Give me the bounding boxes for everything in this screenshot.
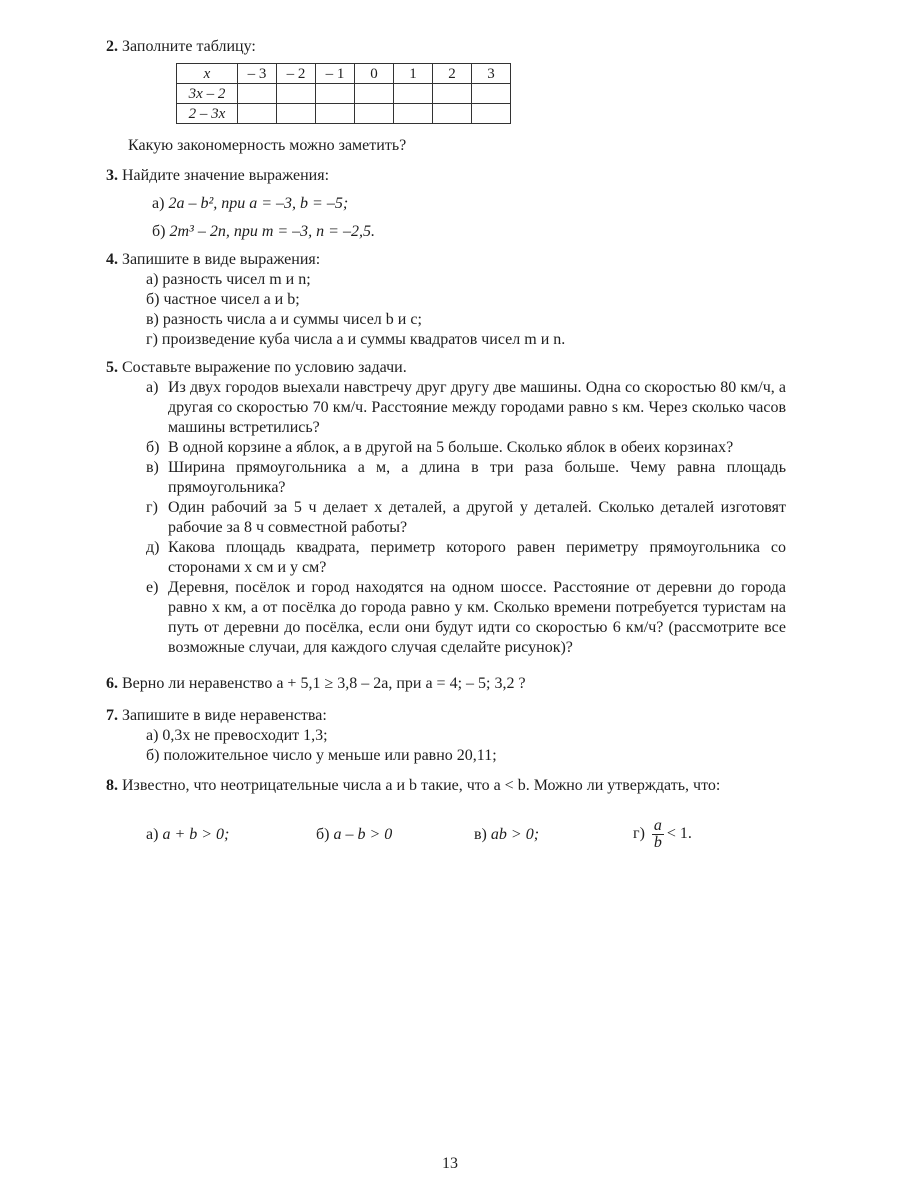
table-row-label: 3x – 2: [177, 84, 238, 104]
task-3-number: 3.: [106, 167, 118, 184]
table-cell: [238, 104, 277, 124]
task-5-title: Составьте выражение по условию задачи.: [122, 359, 407, 376]
list-item: в) Ширина прямоугольника a м, а длина в три раза больше. Чему равна площадь прямоугольника?: [146, 459, 786, 496]
list-item: г) произведение куба числа a и суммы квадратов чисел m и n.: [146, 331, 566, 348]
task-4: [106, 250, 786, 350]
task-6-text: Верно ли неравенство a + 5,1 ≥ 3,8 – 2a, при a = 4; – 5; 3,2 ?: [122, 675, 526, 692]
table-cell: [394, 84, 433, 104]
option-a: а) a + b > 0;: [146, 826, 230, 843]
list-item: а) 0,3x не превосходит 1,3;: [146, 727, 328, 744]
page-number: 13: [442, 1155, 458, 1172]
task-8-options: [146, 817, 766, 866]
task-4-title: Запишите в виде выражения:: [122, 251, 321, 268]
task-7-number: 7.: [106, 707, 118, 724]
task-4-number: 4.: [106, 251, 118, 268]
task-8-text: Известно, что неотрицательные числа a и b такие, что a < b. Можно ли утверждать, что:: [122, 777, 721, 794]
task-6: [106, 674, 786, 694]
task-3-item: а) 2a – b², при a = –3, b = –5;: [152, 195, 349, 212]
table-cell: [472, 84, 511, 104]
table-col-header: – 2: [277, 64, 316, 84]
option-c: в) ab > 0;: [474, 826, 540, 843]
list-item: б) В одной корзине a яблок, а в другой на 5 больше. Сколько яблок в обеих корзинах?: [146, 439, 734, 456]
task-3: [106, 166, 786, 242]
table-cell: [355, 84, 394, 104]
task-2-number: 2.: [106, 38, 118, 55]
table-cell: [277, 84, 316, 104]
table-row: [177, 84, 511, 104]
list-item: б) частное чисел a и b;: [146, 291, 300, 308]
option-b: б) a – b > 0: [316, 826, 393, 843]
table-col-header: 3: [472, 64, 511, 84]
list-item: б) положительное число y меньше или равно 20,11;: [146, 747, 497, 764]
table-cell: [238, 84, 277, 104]
list-item: в) разность числа a и суммы чисел b и c;: [146, 311, 422, 328]
table-col-header: – 1: [316, 64, 355, 84]
list-item: г) Один рабочий за 5 ч делает x деталей, а другой y деталей. Сколько деталей изготовят рабочие за 8 ч совместной работы?: [146, 499, 786, 536]
task-2-question: Какую закономерность можно заметить?: [128, 137, 407, 154]
task-8-number: 8.: [106, 777, 118, 794]
task-5-number: 5.: [106, 359, 118, 376]
values-table: [176, 63, 511, 124]
task-6-number: 6.: [106, 675, 118, 692]
task-2: [106, 37, 786, 57]
task-7-title: Запишите в виде неравенства:: [122, 707, 327, 724]
table-col-header: 0: [355, 64, 394, 84]
table-cell: [277, 104, 316, 124]
table-cell: [433, 84, 472, 104]
table-cell: [394, 104, 433, 124]
table-header-label: x: [177, 64, 238, 84]
option-d: г) $\frac{a}{b}$ < 1.: [633, 817, 692, 851]
table-cell: [433, 104, 472, 124]
task-3-item: б) 2m³ – 2n, при m = –3, n = –2,5.: [152, 223, 375, 240]
list-item: а) Из двух городов выехали навстречу друг другу две машины. Одна со скоростью 80 км/ч, а другая со скоростью 70 км/ч. Расстояние между городами равно s км. Через сколько часов машины встретились?: [146, 379, 786, 436]
task-5: [106, 358, 786, 658]
list-item: а) разность чисел m и n;: [146, 271, 311, 288]
fraction: $\frac{a}{b}$: [653, 817, 662, 851]
list-item: д) Какова площадь квадрата, периметр которого равен периметру прямоугольника со сторонами x см и y см?: [146, 539, 786, 576]
task-2-title: Заполните таблицу:: [122, 38, 256, 55]
table-row-label: 2 – 3x: [177, 104, 238, 124]
table-cell: [472, 104, 511, 124]
task-3-title: Найдите значение выражения:: [122, 167, 330, 184]
task-7: [106, 706, 786, 766]
task-8: [106, 776, 786, 796]
list-item: е) Деревня, посёлок и город находятся на одном шоссе. Расстояние от деревни до города равно x км, а от посёлка до города равно y км. Сколько времени потребуется туристам на путь от деревни до посёлка, если они будут идти со скоростью 6 км/ч? (рассмотрите все возможные случаи, для каждого случая сделайте рисунок)?: [146, 579, 786, 656]
table-col-header: – 3: [238, 64, 277, 84]
table-cell: [355, 104, 394, 124]
table-col-header: 1: [394, 64, 433, 84]
table-col-header: 2: [433, 64, 472, 84]
table-cell: [316, 104, 355, 124]
table-header-row: [177, 64, 511, 84]
table-row: [177, 104, 511, 124]
table-cell: [316, 84, 355, 104]
